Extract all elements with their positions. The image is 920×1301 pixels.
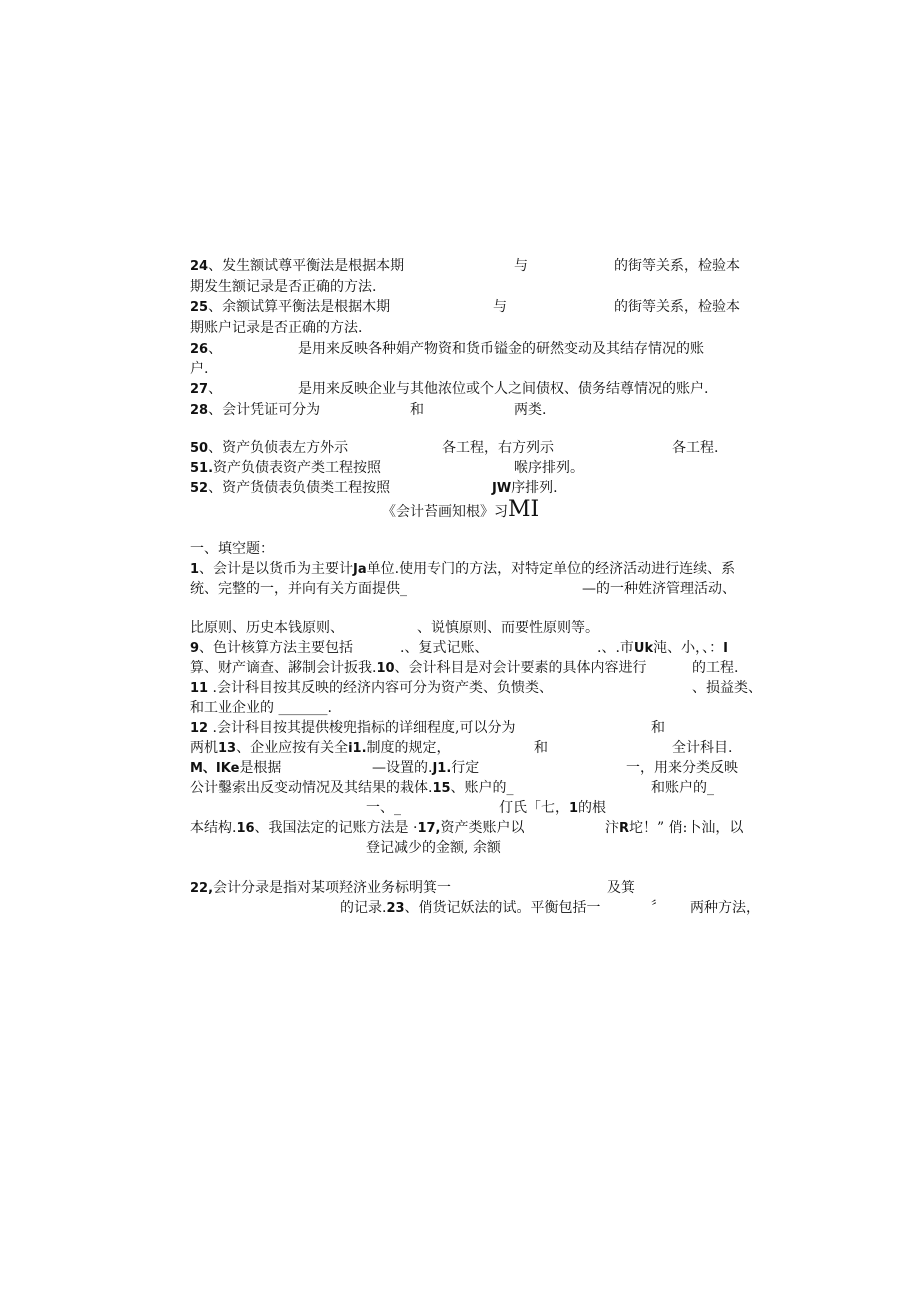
- question-26-line-1: 26、: [190, 341, 223, 357]
- question-1-line-2b: —的一种姓济管理活动、: [582, 581, 736, 597]
- question-27-line: 27、: [190, 381, 223, 397]
- question-15-line-2b: 仃氏「七，1的根: [499, 800, 607, 816]
- question-10-tail: 的工程.: [692, 660, 739, 676]
- question-27-text: 是用来反映企业与其他浓位或个人之间债权、债务结尊情况的账户.: [298, 381, 709, 397]
- page-title: 《会计苔画知根》习MI: [382, 497, 540, 522]
- question-22-line: 22,会计分录是指对某项羟济业务标明箕一: [190, 880, 452, 896]
- question-24-line-1: 24、发生额试尊平衡法是根据本期: [190, 258, 405, 274]
- question-9-line: 9、色计核算方法主要包括: [190, 640, 354, 656]
- question-28-conjunction: 和: [410, 402, 424, 418]
- question-11-line-2: 和工业企业的 _______.: [190, 700, 332, 716]
- question-25-line-2: 期账户记录是否正确的方法.: [190, 320, 363, 336]
- question-16-line: 本结构.16、我国法定的记账方法是 ·17,资产类账户以: [190, 820, 525, 836]
- question-1-line-2a: 统、完整的一，并向有关方面提供_: [190, 581, 407, 597]
- question-51-tail: 喉序排列。: [514, 460, 584, 476]
- question-23-mark: 〞: [651, 900, 665, 916]
- question-52-tail: JW序排列.: [492, 480, 558, 496]
- question-11-line: 11 .会计科目按其反映的经济内容可分为资产类、负愦类、: [190, 680, 553, 696]
- question-24-line-2: 期发生额记录是否正确的方法.: [190, 279, 377, 295]
- question-13-conjunction: 和: [534, 740, 548, 756]
- section-heading: 一、填空题：: [190, 541, 274, 557]
- question-50-line: 50、资产负侦表左方外示: [190, 440, 349, 456]
- question-23-line: 的记录.23、俏货记妖法的试。平衡包括一: [340, 900, 601, 916]
- question-14-line: M、IKe是根据: [190, 760, 282, 776]
- question-22-tail: 及箕: [607, 880, 635, 896]
- question-14-tail: 一，用来分类反映: [626, 760, 738, 776]
- question-52-line: 52、资产货债表负债类工程按照: [190, 480, 391, 496]
- question-1-line-1: 1、会计是以货币为主要计Ja单位.使用专门的方法，对特定单位的经济活动进行连续、系: [190, 561, 736, 577]
- principles-line-b: 、说慎原则、而要性原则等。: [417, 620, 599, 636]
- question-15-line: 公计鑿索出反变动情况及其结果的栽体.15、账户的_: [190, 780, 514, 796]
- question-26-line-2: 户.: [190, 361, 209, 377]
- question-12-line: 12 .会计科目按其提供梭兜指标的详细程度,可以分为: [190, 720, 516, 736]
- question-15-line-2a: 一、_: [366, 800, 401, 816]
- question-50-mid: 各工程，右方列示: [442, 440, 554, 456]
- question-15-tail: 和账户的_: [651, 780, 714, 796]
- question-26-text: 是用来反映各种娟产物资和货币镒金的研然变动及其结存情况的账: [298, 341, 704, 357]
- question-12-tail: 和: [651, 720, 665, 736]
- question-25-line-1: 25、余额试算平衡法是根据木期: [190, 299, 391, 315]
- question-9-tail: .、.市Uk沌、小，、：I: [597, 640, 728, 656]
- question-24-conjunction: 与: [514, 258, 528, 274]
- question-28-line: 28、会计凭证可分为: [190, 402, 321, 418]
- question-17-tail: 汴R坨！” 俏:卜汕，以: [605, 820, 744, 836]
- question-13-tail: 全计科目.: [672, 740, 733, 756]
- question-28-tail: 两类.: [514, 402, 547, 418]
- principles-line-a: 比原则、历史本钱原则、: [190, 620, 344, 636]
- question-25-tail: 的街等关系，检验本: [614, 299, 740, 315]
- question-23-tail: 两种方法，: [690, 900, 760, 916]
- question-14-mid: —设置的.J1.行定: [372, 760, 480, 776]
- question-9-mid: .、复式记账、: [400, 640, 489, 656]
- question-25-conjunction: 与: [493, 299, 507, 315]
- question-11-tail: 、损益类、: [692, 680, 762, 696]
- question-17-line-2: 登记减少的金额, 余额: [366, 840, 501, 856]
- question-50-tail: 各工程.: [672, 440, 719, 456]
- question-24-tail: 的街等关系，检验本: [614, 258, 740, 274]
- question-13-line: 两机13、企业应按有关全i1.制度的规定，: [190, 740, 451, 756]
- question-10-line: 算、财产谪查、謻制会计扳我.10、会计科目是对会计要素的具体内容进行: [190, 660, 647, 676]
- question-51-line: 51.资产负债表资产类工程按照: [190, 460, 382, 476]
